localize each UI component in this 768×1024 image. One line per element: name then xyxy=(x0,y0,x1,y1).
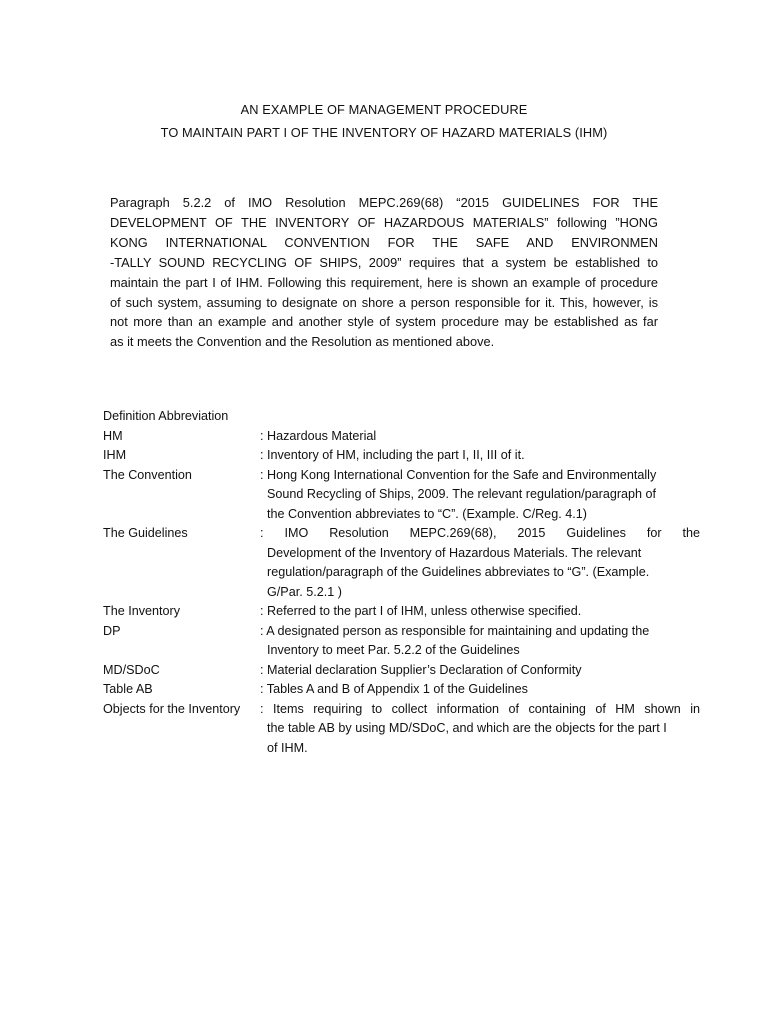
definition-description xyxy=(260,446,700,466)
definition-description xyxy=(260,622,700,661)
intro-line: as it meets the Convention and the Resolution as mentioned above. xyxy=(110,334,495,350)
definition-line: of IHM. xyxy=(267,740,308,755)
definition-row xyxy=(103,466,703,525)
definition-term: The Inventory xyxy=(103,604,181,618)
definition-row xyxy=(103,622,703,661)
definition-line: regulation/paragraph of the Guidelines abbreviates to “G”. (Example. xyxy=(267,565,650,579)
definition-line: Development of the Inventory of Hazardous Materials. The relevant xyxy=(267,545,642,560)
definitions-list xyxy=(103,407,703,758)
definition-line: Sound Recycling of Ships, 2009. The relevant regulation/paragraph of xyxy=(267,487,657,501)
definition-row xyxy=(103,446,703,466)
definition-row xyxy=(103,680,703,700)
intro-line: Paragraph 5.2.2 of IMO Resolution MEPC.269(68) “2015 GUIDELINES FOR THE xyxy=(110,195,658,210)
definition-description xyxy=(260,524,700,602)
definition-description xyxy=(260,427,700,447)
definition-term: HM xyxy=(103,428,123,443)
definition-line: : Hazardous Material xyxy=(260,428,377,443)
definition-row xyxy=(103,602,703,622)
definition-line: : Material declaration Supplier’s Declaration of Conformity xyxy=(260,662,582,677)
definition-term: IHM xyxy=(103,448,127,462)
definition-term: The Guidelines xyxy=(103,526,188,540)
document-title-line-2: TO MAINTAIN PART I OF THE INVENTORY OF HAZARD MATERIALS (IHM) xyxy=(160,125,608,140)
definition-line: the Convention abbreviates to “C”. (Example. C/Reg. 4.1) xyxy=(267,506,587,521)
definition-description xyxy=(260,466,700,525)
intro-line: not more than an example and another style of system procedure may be established as far xyxy=(110,314,658,330)
definition-line: G/Par. 5.2.1 ) xyxy=(267,584,342,599)
definition-line: : Referred to the part I of IHM, unless otherwise specified. xyxy=(260,604,582,618)
definition-line: : IMO Resolution MEPC.269(68), 2015 Guidelines for the xyxy=(260,526,700,540)
definition-line: : A designated person as responsible for maintaining and updating the xyxy=(260,623,650,638)
definition-line: the table AB by using MD/SDoC, and which are the objects for the part I xyxy=(267,721,667,735)
definition-line: : Tables A and B of Appendix 1 of the Guidelines xyxy=(260,682,528,696)
definition-term: Objects for the Inventory xyxy=(103,701,241,716)
definition-row xyxy=(103,700,703,759)
intro-line: DEVELOPMENT OF THE INVENTORY OF HAZARDOUS MATERIALS” following ”HONG xyxy=(110,214,658,230)
definitions-heading: Definition Abbreviation xyxy=(103,409,229,423)
intro-line: -TALLY SOUND RECYCLING OF SHIPS, 2009” requires that a system be established to xyxy=(110,254,658,270)
definition-description xyxy=(260,700,700,759)
intro-line: of such system, assuming to designate on shore a person responsible for it. This, however, is xyxy=(110,294,658,310)
intro-line: KONG INTERNATIONAL CONVENTION FOR THE SAFE AND ENVIRONMEN xyxy=(110,234,658,250)
intro-line: maintain the part I of IHM. Following this requirement, here is shown an example of procedure xyxy=(110,274,658,290)
document-title-line-1: AN EXAMPLE OF MANAGEMENT PROCEDURE xyxy=(240,102,528,117)
definition-description xyxy=(260,661,700,681)
definition-row xyxy=(103,524,703,602)
definition-line: Inventory to meet Par. 5.2.2 of the Guidelines xyxy=(267,643,520,657)
definition-term: The Convention xyxy=(103,467,192,482)
definition-line: : Inventory of HM, including the part I, II, III of it. xyxy=(260,448,525,462)
definition-term: DP xyxy=(103,623,121,638)
definition-term: Table AB xyxy=(103,682,153,696)
definition-row xyxy=(103,427,703,447)
intro-paragraph xyxy=(110,193,658,352)
definition-line: : Hong Kong International Convention for the Safe and Environmentally xyxy=(260,467,657,482)
definition-term: MD/SDoC xyxy=(103,662,160,677)
definition-description xyxy=(260,602,700,622)
definition-line: : Items requiring to collect information of containing of HM shown in xyxy=(260,701,700,716)
definition-description xyxy=(260,680,700,700)
definition-row xyxy=(103,661,703,681)
